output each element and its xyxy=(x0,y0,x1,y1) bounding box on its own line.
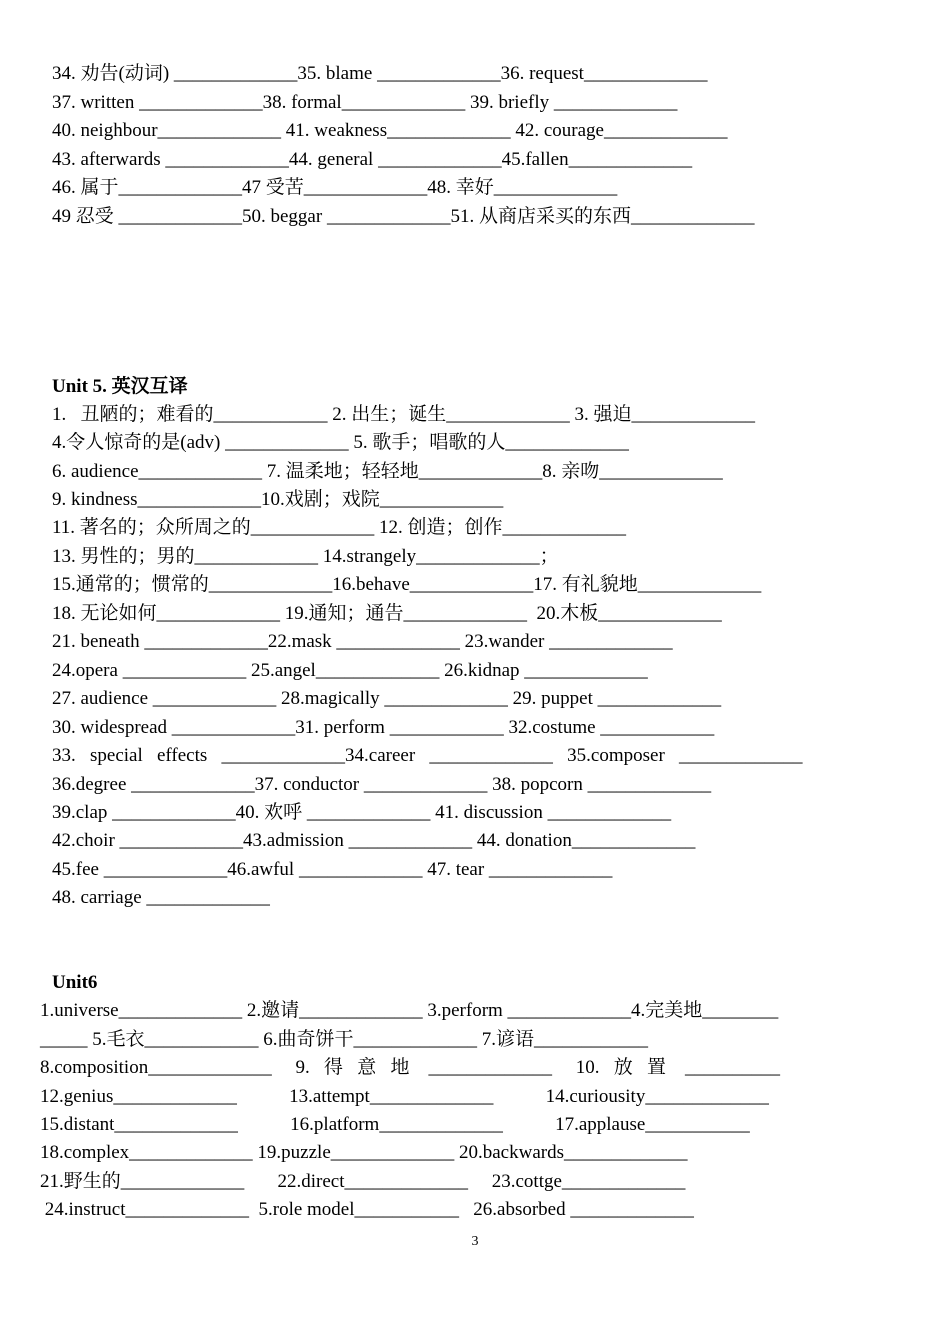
vocab-line: 46. 属于_____________47 受苦_____________48. 幸好_____________ xyxy=(52,177,618,198)
vocab-line: 13. 男性的；男的_____________ 14.strangely_____________； xyxy=(52,546,559,567)
vocab-line: 21. beneath _____________22.mask _____________ 23.wander _____________ xyxy=(52,631,673,652)
vocab-line: 34. 劝告(动词) _____________35. blame _____________36. request_____________ xyxy=(52,63,708,84)
vocab-line: 6. audience_____________ 7. 温柔地；轻轻地_____________8. 亲吻_____________ xyxy=(52,461,723,482)
vocab-line: 37. written _____________38. formal_____________ 39. briefly _____________ xyxy=(52,92,678,113)
vocab-line: _____ 5.毛衣____________ 6.曲奇饼干_____________ 7.谚语____________ xyxy=(40,1029,649,1050)
vocab-line: 43. afterwards _____________44. general _____________45.fallen_____________ xyxy=(52,149,693,170)
vocab-line: 21.野生的_____________ 22.direct_____________ 23.cottge_____________ xyxy=(40,1171,686,1192)
vocab-line: 18.complex_____________ 19.puzzle_____________ 20.backwards_____________ xyxy=(40,1142,688,1163)
vocab-line: 27. audience _____________ 28.magically _____________ 29. puppet _____________ xyxy=(52,688,722,709)
vocab-line: 48. carriage _____________ xyxy=(52,887,270,908)
vocab-line: 45.fee _____________46.awful _____________ 47. tear _____________ xyxy=(52,859,613,880)
vocab-line: 4.令人惊奇的是(adv) _____________ 5. 歌手；唱歌的人_____________ xyxy=(52,432,629,453)
vocab-line: 40. neighbour_____________ 41. weakness_____________ 42. courage_____________ xyxy=(52,120,728,141)
vocab-line: 42.choir _____________43.admission _____________ 44. donation_____________ xyxy=(52,830,696,851)
vocab-line: 11. 著名的；众所周之的_____________ 12. 创造；创作_____________ xyxy=(52,517,627,538)
vocab-line: 9. kindness_____________10.戏剧；戏院_____________ xyxy=(52,489,504,510)
vocab-line: 1. 丑陋的；难看的____________ 2. 出生；诞生_____________ 3. 强迫_____________ xyxy=(52,404,756,425)
vocab-line: 36.degree _____________37. conductor _____________ 38. popcorn _____________ xyxy=(52,774,712,795)
vocab-line: 49 忍受 _____________50. beggar _____________51. 从商店采买的东西_____________ xyxy=(52,206,755,227)
unit6-title: Unit6 xyxy=(52,972,98,993)
page-number: 3 xyxy=(471,1234,479,1249)
vocab-line: 15.distant_____________ 16.platform_____________ 17.applause___________ xyxy=(40,1114,750,1135)
vocab-line: 30. widespread _____________31. perform ____________ 32.costume ____________ xyxy=(52,717,715,738)
vocab-line: 24.opera _____________ 25.angel_____________ 26.kidnap _____________ xyxy=(52,660,648,681)
vocab-line: 18. 无论如何_____________ 19.通知；通告_____________ 20.木板_____________ xyxy=(52,603,722,624)
unit5-title: Unit 5. 英汉互译 xyxy=(52,376,188,397)
vocab-line: 8.composition_____________ 9. 得 意 地 _____________ 10. 放 置 __________ xyxy=(40,1057,780,1078)
vocab-line: 24.instruct_____________ 5.role model___________ 26.absorbed _____________ xyxy=(40,1199,694,1220)
vocab-line: 1.universe_____________ 2.邀请_____________ 3.perform _____________4.完美地________ xyxy=(40,1000,779,1021)
vocab-line: 33. special effects _____________34.career _____________ 35.composer _____________ xyxy=(52,745,803,766)
vocab-line: 12.genius_____________ 13.attempt_____________ 14.curiousity_____________ xyxy=(40,1086,769,1107)
vocab-line: 15.通常的；惯常的_____________16.behave_____________17. 有礼貌地_____________ xyxy=(52,574,762,595)
vocab-line: 39.clap _____________40. 欢呼 _____________ 41. discussion _____________ xyxy=(52,802,672,823)
